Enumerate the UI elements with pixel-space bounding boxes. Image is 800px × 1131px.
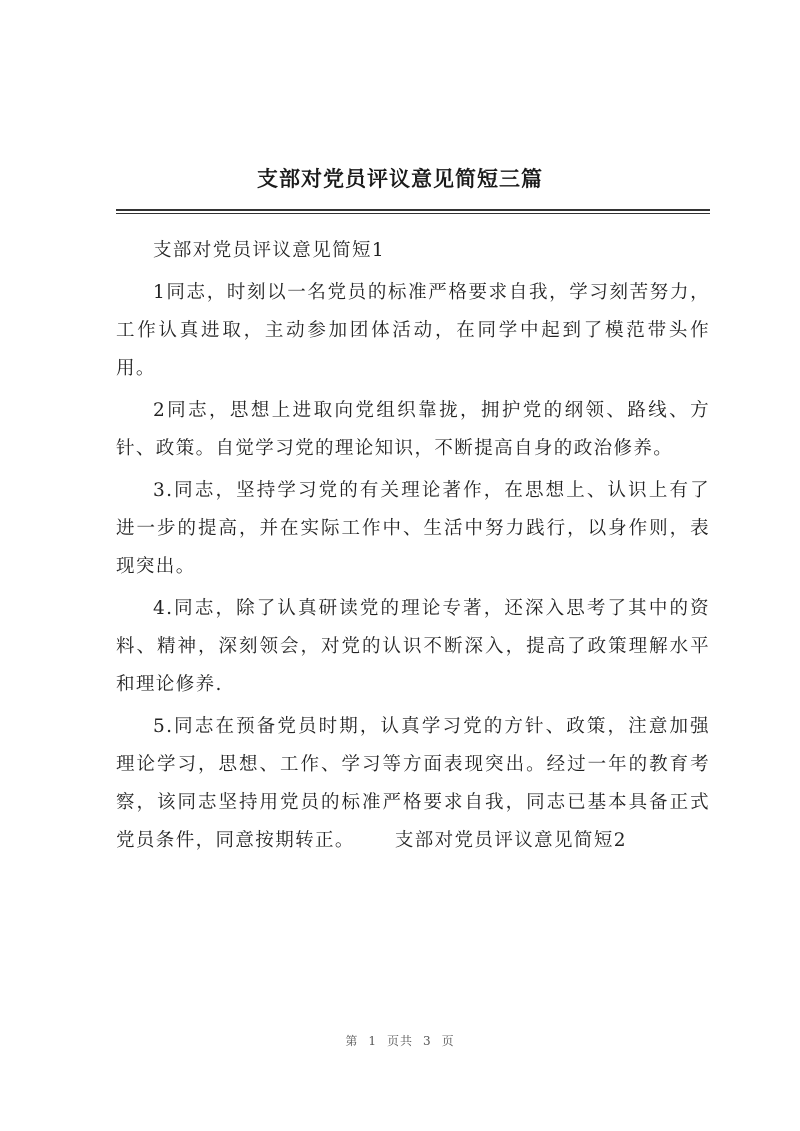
paragraph-4: 4.同志，除了认真研读党的理论专著，还深入思考了其中的资料、精神，深刻领会，对党的认识不断深入，提高了政策理解水平和理论修养. (116, 598, 710, 695)
paragraph-5-text: 5.同志在预备党员时期，认真学习党的方针、政策，注意加强理论学习，思想、工作、学习等方面表现突出。经过一年的教育考察，该同志坚持用党员的标准严格要求自我，同志已基本具备正式党员条件，同意按期转正。 (116, 716, 710, 851)
footer-middle: 页共 (386, 1034, 413, 1048)
footer-prefix: 第 (345, 1034, 359, 1048)
page-footer (0, 1032, 800, 1049)
document-title: 支部对党员评议意见简短三篇 (257, 166, 543, 191)
paragraph-2: 2同志，思想上进取向党组织靠拢，拥护党的纲领、路线、方针、政策。自觉学习党的理论知识，不断提高自身的政治修养。 (116, 400, 710, 459)
paragraph-1: 1同志，时刻以一名党员的标准严格要求自我，学习刻苦努力，工作认真进取，主动参加团体活动，在同学中起到了模范带头作用。 (116, 282, 710, 379)
footer-total-pages: 3 (423, 1034, 432, 1048)
footer-page-number: 1 (368, 1034, 377, 1048)
title-divider (116, 209, 710, 214)
document-body (116, 232, 710, 864)
paragraph-5 (116, 708, 710, 860)
section-heading-1: 支部对党员评议意见简短1 (153, 240, 386, 261)
paragraph-3: 3.同志，坚持学习党的有关理论著作，在思想上、认识上有了进一步的提高，并在实际工作中、生活中努力践行，以身作则，表现突出。 (116, 480, 710, 577)
section-heading-2: 支部对党员评议意见简短2 (394, 830, 627, 851)
footer-suffix: 页 (441, 1034, 455, 1048)
